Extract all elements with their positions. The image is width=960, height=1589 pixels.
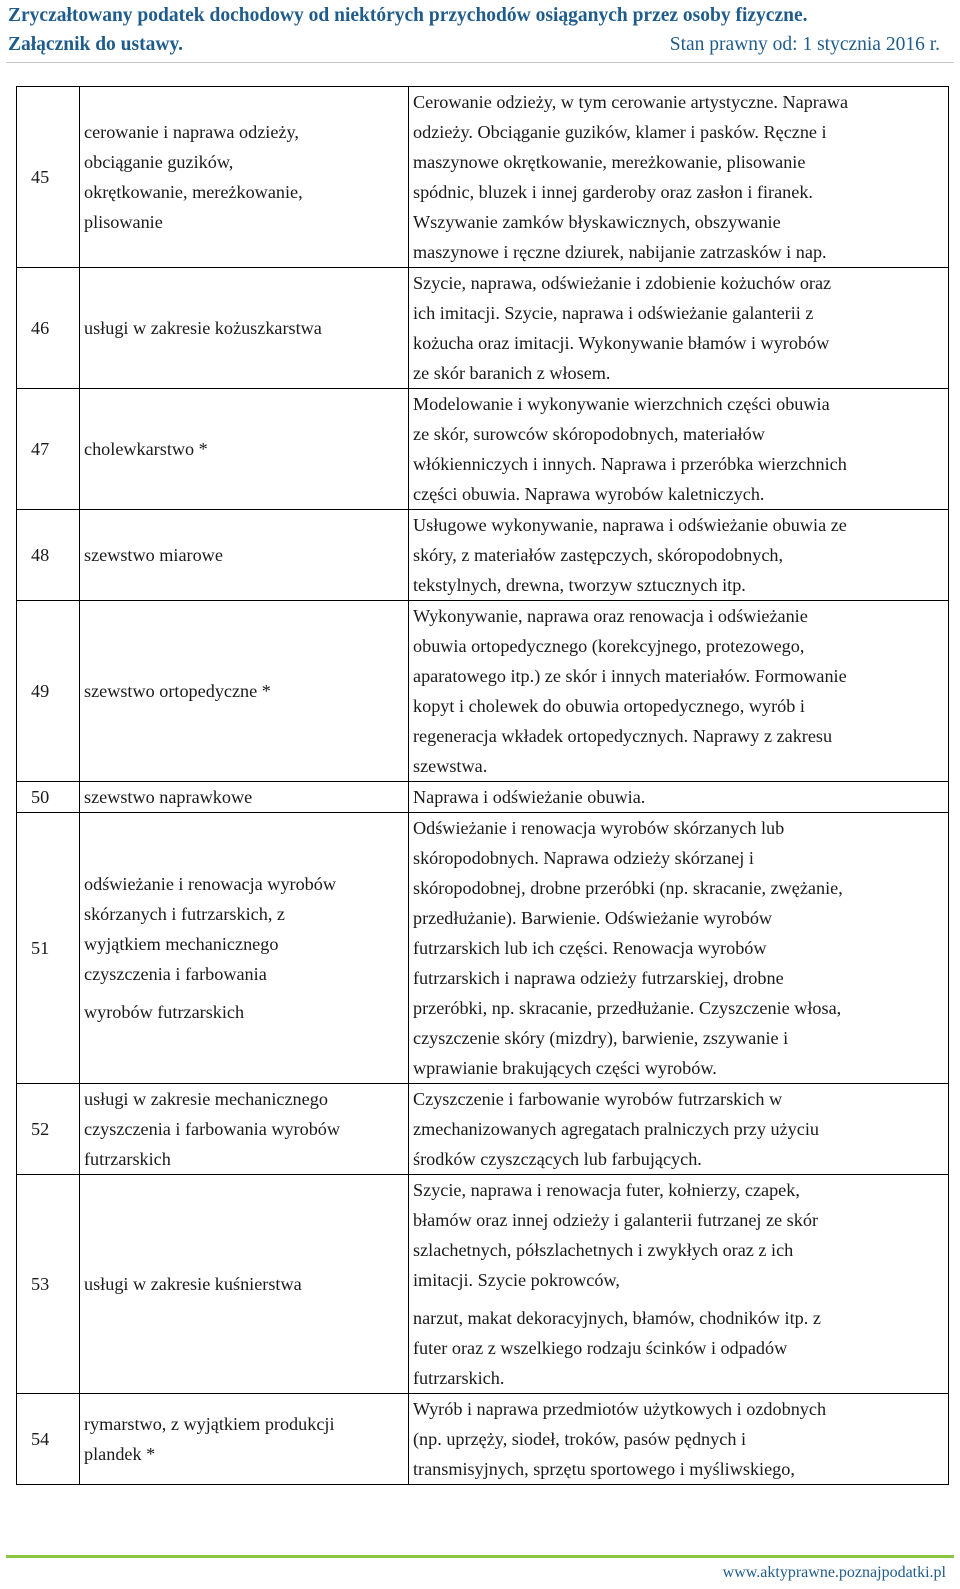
service-description-line: futrzarskich lub ich części. Renowacja wyrobów [413, 938, 767, 958]
row-number: 53 [17, 1175, 80, 1394]
table-row [17, 1084, 949, 1175]
service-description-line: błamów oraz innej odzieży i galanterii futrzanej ze skór [413, 1210, 819, 1230]
service-description [409, 601, 949, 782]
service-name-line: szewstwo naprawkowe [84, 787, 253, 807]
service-name [80, 782, 409, 813]
service-description-line: skóropodobnych. Naprawa odzieży skórzanej i [413, 848, 754, 868]
header-divider [6, 62, 954, 63]
service-description-line: obuwia ortopedycznego (korekcyjnego, protezowego, [413, 636, 805, 656]
service-name [80, 389, 409, 510]
row-number: 49 [17, 601, 80, 782]
service-description-line: kożucha oraz imitacji. Wykonywanie błamów i wyrobów [413, 333, 830, 353]
service-description-line: przedłużanie). Barwienie. Odświeżanie wyrobów [413, 908, 773, 928]
service-description-line: części obuwia. Naprawa wyrobów kaletniczych. [413, 484, 765, 504]
table-row [17, 1394, 949, 1485]
service-name-line: rymarstwo, z wyjątkiem produkcji [84, 1414, 335, 1434]
row-number: 50 [17, 782, 80, 813]
legal-status: Stan prawny od: 1 stycznia 2016 r. [669, 34, 940, 55]
service-description-line: szewstwa. [413, 756, 488, 776]
service-description-line: Cerowanie odzieży, w tym cerowanie artystyczne. Naprawa [413, 92, 849, 112]
service-description-line: Wszywanie zamków błyskawicznych, obszywanie [413, 212, 781, 232]
service-description-line: skóry, z materiałów zastępczych, skóropodobnych, [413, 545, 784, 565]
row-number: 52 [17, 1084, 80, 1175]
service-description-line: Szycie, naprawa i renowacja futer, kołnierzy, czapek, [413, 1180, 800, 1200]
service-description-line: maszynowe i ręczne dziurek, nabijanie zatrzasków i nap. [413, 242, 827, 262]
table-row [17, 813, 949, 1084]
service-description-line: Szycie, naprawa, odświeżanie i zdobienie kożuchów oraz [413, 273, 832, 293]
service-description-line: Wykonywanie, naprawa oraz renowacja i odświeżanie [413, 606, 808, 626]
service-description-line: Usługowe wykonywanie, naprawa i odświeżanie obuwia ze [413, 515, 847, 535]
service-description [409, 510, 949, 601]
service-description [409, 1394, 949, 1485]
service-description-line: ze skór baranich z włosem. [413, 363, 611, 383]
service-description [409, 782, 949, 813]
document-subtitle: Załącznik do ustawy. [8, 34, 183, 55]
service-name-line: wyjątkiem mechanicznego [84, 934, 279, 954]
service-description [409, 268, 949, 389]
service-description-line: Czyszczenie i farbowanie wyrobów futrzarskich w [413, 1089, 783, 1109]
service-name-line: okrętkowanie, mereżkowanie, [84, 182, 303, 202]
service-description-line: czyszczenie skóry (mizdry), barwienie, zszywanie i [413, 1028, 789, 1048]
service-description-line: spódnic, bluzek i innej garderoby oraz zasłon i firanek. [413, 182, 813, 202]
table-row [17, 1175, 949, 1394]
row-number: 51 [17, 813, 80, 1084]
service-name [80, 1394, 409, 1485]
table-row [17, 87, 949, 268]
service-description-line: Naprawa i odświeżanie obuwia. [413, 787, 646, 807]
row-number: 47 [17, 389, 80, 510]
table-row [17, 389, 949, 510]
service-name-line: plisowanie [84, 212, 163, 232]
service-description-line: ich imitacji. Szycie, naprawa i odświeżanie galanterii z [413, 303, 814, 323]
service-description-line: skóropodobnej, drobne przeróbki (np. skracanie, zwężanie, [413, 878, 843, 898]
document-subtitle-row [8, 34, 952, 56]
service-name-line: usługi w zakresie kożuszkarstwa [84, 318, 322, 338]
service-description-line: futrzarskich i naprawa odzieży futrzarskiej, drobne [413, 968, 784, 988]
service-name [80, 87, 409, 268]
table-row [17, 782, 949, 813]
service-description-line: transmisyjnych, sprzętu sportowego i myśliwskiego, [413, 1459, 795, 1479]
service-name [80, 601, 409, 782]
service-description [409, 87, 949, 268]
service-name-line: cerowanie i naprawa odzieży, [84, 122, 299, 142]
service-description-line: Modelowanie i wykonywanie wierzchnich części obuwia [413, 394, 830, 414]
service-name [80, 510, 409, 601]
service-name-line: obciąganie guzików, [84, 152, 234, 172]
annex-table [16, 86, 949, 1485]
service-description-line: aparatowego itp.) ze skór i innych materiałów. Formowanie [413, 666, 847, 686]
service-description-line: futrzarskich. [413, 1368, 505, 1388]
service-name-line: odświeżanie i renowacja wyrobów [84, 874, 337, 894]
service-description-line: wprawianie brakujących części wyrobów. [413, 1058, 717, 1078]
service-description-line: środków czyszczących lub farbujących. [413, 1149, 702, 1169]
service-description-line: Wyrób i naprawa przedmiotów użytkowych i ozdobnych [413, 1399, 827, 1419]
service-description-line: maszynowe okrętkowanie, mereżkowanie, plisowanie [413, 152, 806, 172]
service-description-line: futer oraz z wszelkiego rodzaju ścinków i odpadów [413, 1338, 788, 1358]
service-description-line: regeneracja wkładek ortopedycznych. Naprawy z zakresu [413, 726, 833, 746]
service-description-line: odzieży. Obciąganie guzików, klamer i pasków. Ręczne i [413, 122, 827, 142]
service-description-line: Odświeżanie i renowacja wyrobów skórzanych lub [413, 818, 785, 838]
row-number: 48 [17, 510, 80, 601]
service-name-line: szewstwo miarowe [84, 545, 223, 565]
service-description-line: tekstylnych, drewna, tworzyw sztucznych itp. [413, 575, 746, 595]
footer-link[interactable]: www.aktyprawne.poznajpodatki.pl [722, 1564, 946, 1581]
service-name [80, 1084, 409, 1175]
table-row [17, 510, 949, 601]
service-name-line: skórzanych i futrzarskich, z [84, 904, 285, 924]
service-description-line: (np. uprzęży, siodeł, troków, pasów pędnych i [413, 1429, 747, 1449]
service-name-line: czyszczenia i farbowania [84, 964, 267, 984]
service-description-line: kopyt i cholewek do obuwia ortopedycznego, wyrób i [413, 696, 805, 716]
service-name-line: usługi w zakresie mechanicznego [84, 1089, 328, 1109]
service-name [80, 268, 409, 389]
footer-divider [6, 1555, 954, 1558]
service-name [80, 813, 409, 1084]
service-name-line: usługi w zakresie kuśnierstwa [84, 1274, 302, 1294]
service-name [80, 1175, 409, 1394]
table-row [17, 268, 949, 389]
service-description [409, 1084, 949, 1175]
service-description-line: narzut, makat dekoracyjnych, błamów, chodników itp. z [413, 1308, 821, 1328]
service-name-line: futrzarskich [84, 1149, 171, 1169]
service-description-line: włókienniczych i innych. Naprawa i przeróbka wierzchnich [413, 454, 847, 474]
row-number: 45 [17, 87, 80, 268]
service-name-line: wyrobów futrzarskich [84, 1002, 245, 1022]
service-description [409, 1175, 949, 1394]
service-description [409, 389, 949, 510]
table-row [17, 601, 949, 782]
service-description-line: imitacji. Szycie pokrowców, [413, 1270, 620, 1290]
service-name-line: szewstwo ortopedyczne * [84, 681, 271, 701]
service-description-line: zmechanizowanych agregatach pralniczych przy użyciu [413, 1119, 819, 1139]
service-description-line: szlachetnych, półszlachetnych i zwykłych oraz z ich [413, 1240, 794, 1260]
service-description-line: przeróbki, np. skracanie, przedłużanie. Czyszczenie włosa, [413, 998, 842, 1018]
service-description-line: ze skór, surowców skóropodobnych, materiałów [413, 424, 765, 444]
service-name-line: czyszczenia i farbowania wyrobów [84, 1119, 341, 1139]
service-name-line: plandek * [84, 1444, 156, 1464]
document-title: Zryczałtowany podatek dochodowy od niektórych przychodów osiąganych przez osoby fizyczne. [8, 5, 808, 26]
service-description [409, 813, 949, 1084]
row-number: 54 [17, 1394, 80, 1485]
service-name-line: cholewkarstwo * [84, 439, 208, 459]
row-number: 46 [17, 268, 80, 389]
